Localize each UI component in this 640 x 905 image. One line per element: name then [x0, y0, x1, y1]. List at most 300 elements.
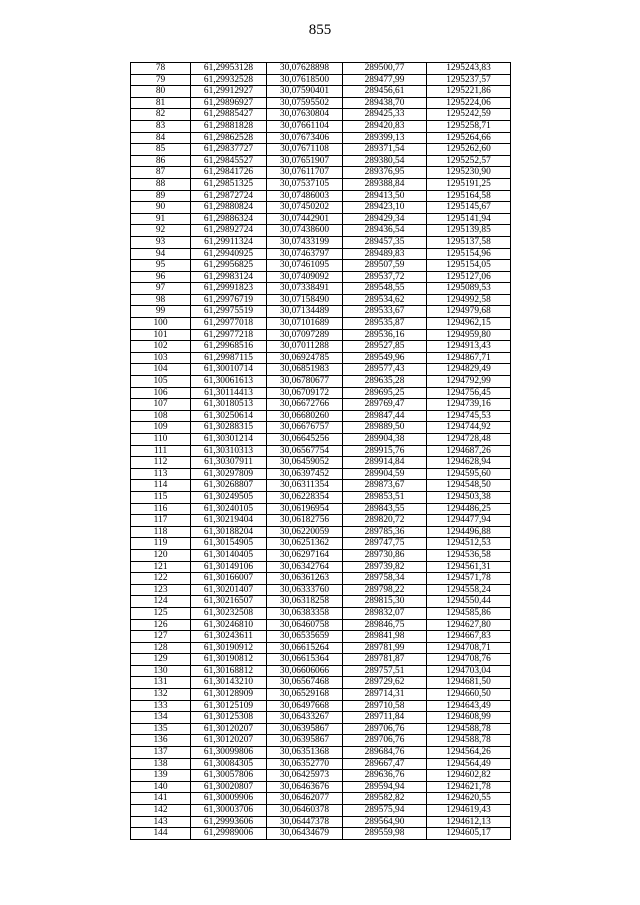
table-row: [131, 723, 511, 735]
x-coordinate-cell: 289747,75: [343, 538, 427, 550]
y-coordinate-cell: 1294792,99: [427, 376, 511, 388]
point-number-cell: 88: [131, 178, 191, 190]
point-number-cell: 131: [131, 677, 191, 689]
table-row: [131, 422, 511, 434]
point-number-cell: 84: [131, 132, 191, 144]
longitude-cell: 30,06567468: [267, 677, 343, 689]
point-number-cell: 130: [131, 665, 191, 677]
point-number-cell: 95: [131, 260, 191, 272]
x-coordinate-cell: 289841,98: [343, 631, 427, 643]
x-coordinate-cell: 289904,38: [343, 434, 427, 446]
point-number-cell: 137: [131, 747, 191, 759]
y-coordinate-cell: 1294643,49: [427, 700, 511, 712]
y-coordinate-cell: 1295224,06: [427, 97, 511, 109]
longitude-cell: 30,06676757: [267, 422, 343, 434]
latitude-cell: 61,30154905: [191, 538, 267, 550]
longitude-cell: 30,06645256: [267, 434, 343, 446]
latitude-cell: 61,30297809: [191, 468, 267, 480]
point-number-cell: 109: [131, 422, 191, 434]
y-coordinate-cell: 1294512,53: [427, 538, 511, 550]
latitude-cell: 61,29977018: [191, 318, 267, 330]
point-number-cell: 127: [131, 631, 191, 643]
latitude-cell: 61,30084305: [191, 758, 267, 770]
x-coordinate-cell: 289594,94: [343, 781, 427, 793]
point-number-cell: 90: [131, 202, 191, 214]
point-number-cell: 120: [131, 549, 191, 561]
y-coordinate-cell: 1294708,71: [427, 642, 511, 654]
x-coordinate-cell: 289846,75: [343, 619, 427, 631]
x-coordinate-cell: 289873,67: [343, 480, 427, 492]
latitude-cell: 61,30216507: [191, 596, 267, 608]
x-coordinate-cell: 289781,99: [343, 642, 427, 654]
latitude-cell: 61,30003706: [191, 805, 267, 817]
table-row: [131, 109, 511, 121]
table-row: [131, 329, 511, 341]
point-number-cell: 108: [131, 410, 191, 422]
y-coordinate-cell: 1294756,45: [427, 387, 511, 399]
x-coordinate-cell: 289730,86: [343, 549, 427, 561]
longitude-cell: 30,06615364: [267, 654, 343, 666]
point-number-cell: 117: [131, 515, 191, 527]
table-row: [131, 399, 511, 411]
point-number-cell: 104: [131, 364, 191, 376]
latitude-cell: 61,30240105: [191, 503, 267, 515]
latitude-cell: 61,30310313: [191, 445, 267, 457]
longitude-cell: 30,06425973: [267, 770, 343, 782]
longitude-cell: 30,06615264: [267, 642, 343, 654]
longitude-cell: 30,06924785: [267, 352, 343, 364]
point-number-cell: 105: [131, 376, 191, 388]
longitude-cell: 30,07097289: [267, 329, 343, 341]
point-number-cell: 112: [131, 457, 191, 469]
point-number-cell: 106: [131, 387, 191, 399]
y-coordinate-cell: 1295154,96: [427, 248, 511, 260]
longitude-cell: 30,07438600: [267, 225, 343, 237]
point-number-cell: 135: [131, 723, 191, 735]
x-coordinate-cell: 289413,50: [343, 190, 427, 202]
latitude-cell: 61,30149106: [191, 561, 267, 573]
table-row: [131, 549, 511, 561]
x-coordinate-cell: 289847,44: [343, 410, 427, 422]
point-number-cell: 114: [131, 480, 191, 492]
y-coordinate-cell: 1294602,82: [427, 770, 511, 782]
longitude-cell: 30,07661104: [267, 120, 343, 132]
table-row: [131, 503, 511, 515]
table-row: [131, 573, 511, 585]
y-coordinate-cell: 1295243,83: [427, 63, 511, 75]
longitude-cell: 30,07158490: [267, 294, 343, 306]
latitude-cell: 61,30009906: [191, 793, 267, 805]
latitude-cell: 61,30125308: [191, 712, 267, 724]
latitude-cell: 61,30307911: [191, 457, 267, 469]
latitude-cell: 61,29892724: [191, 225, 267, 237]
latitude-cell: 61,29983124: [191, 271, 267, 283]
y-coordinate-cell: 1294548,50: [427, 480, 511, 492]
latitude-cell: 61,29872724: [191, 190, 267, 202]
y-coordinate-cell: 1294959,80: [427, 329, 511, 341]
longitude-cell: 30,06297164: [267, 549, 343, 561]
longitude-cell: 30,06342764: [267, 561, 343, 573]
table-row: [131, 190, 511, 202]
point-number-cell: 133: [131, 700, 191, 712]
x-coordinate-cell: 289889,50: [343, 422, 427, 434]
point-number-cell: 125: [131, 607, 191, 619]
latitude-cell: 61,30243611: [191, 631, 267, 643]
latitude-cell: 61,29885427: [191, 109, 267, 121]
y-coordinate-cell: 1295237,57: [427, 74, 511, 86]
point-number-cell: 119: [131, 538, 191, 550]
y-coordinate-cell: 1294703,04: [427, 665, 511, 677]
table-row: [131, 260, 511, 272]
x-coordinate-cell: 289527,85: [343, 341, 427, 353]
longitude-cell: 30,06529168: [267, 689, 343, 701]
latitude-cell: 61,29991823: [191, 283, 267, 295]
table-row: [131, 132, 511, 144]
x-coordinate-cell: 289815,30: [343, 596, 427, 608]
latitude-cell: 61,30168812: [191, 665, 267, 677]
latitude-cell: 61,30114413: [191, 387, 267, 399]
point-number-cell: 124: [131, 596, 191, 608]
longitude-cell: 30,06462077: [267, 793, 343, 805]
y-coordinate-cell: 1294913,43: [427, 341, 511, 353]
x-coordinate-cell: 289548,55: [343, 283, 427, 295]
y-coordinate-cell: 1294588,78: [427, 723, 511, 735]
longitude-cell: 30,07590401: [267, 86, 343, 98]
longitude-cell: 30,06182756: [267, 515, 343, 527]
point-number-cell: 81: [131, 97, 191, 109]
latitude-cell: 61,30120207: [191, 735, 267, 747]
coordinates-table: [130, 62, 511, 840]
table-row: [131, 677, 511, 689]
longitude-cell: 30,06311354: [267, 480, 343, 492]
y-coordinate-cell: 1294588,78: [427, 735, 511, 747]
table-row: [131, 283, 511, 295]
longitude-cell: 30,07673406: [267, 132, 343, 144]
y-coordinate-cell: 1294561,31: [427, 561, 511, 573]
longitude-cell: 30,06709172: [267, 387, 343, 399]
latitude-cell: 61,30166007: [191, 573, 267, 585]
latitude-cell: 61,30249505: [191, 491, 267, 503]
latitude-cell: 61,29881828: [191, 120, 267, 132]
table-row: [131, 341, 511, 353]
longitude-cell: 30,06535659: [267, 631, 343, 643]
table-row: [131, 793, 511, 805]
longitude-cell: 30,06567754: [267, 445, 343, 457]
point-number-cell: 132: [131, 689, 191, 701]
point-number-cell: 118: [131, 526, 191, 538]
x-coordinate-cell: 289706,76: [343, 723, 427, 735]
x-coordinate-cell: 289477,99: [343, 74, 427, 86]
x-coordinate-cell: 289769,47: [343, 399, 427, 411]
point-number-cell: 141: [131, 793, 191, 805]
y-coordinate-cell: 1294667,83: [427, 631, 511, 643]
table-row: [131, 584, 511, 596]
longitude-cell: 30,06383358: [267, 607, 343, 619]
x-coordinate-cell: 289436,54: [343, 225, 427, 237]
x-coordinate-cell: 289425,33: [343, 109, 427, 121]
point-number-cell: 102: [131, 341, 191, 353]
x-coordinate-cell: 289636,76: [343, 770, 427, 782]
point-number-cell: 111: [131, 445, 191, 457]
longitude-cell: 30,07651907: [267, 155, 343, 167]
table-row: [131, 480, 511, 492]
longitude-cell: 30,07611707: [267, 167, 343, 179]
table-row: [131, 318, 511, 330]
table-row: [131, 828, 511, 840]
x-coordinate-cell: 289423,10: [343, 202, 427, 214]
table-row: [131, 816, 511, 828]
table-row: [131, 515, 511, 527]
y-coordinate-cell: 1295145,67: [427, 202, 511, 214]
coordinates-table-body: [131, 63, 511, 840]
point-number-cell: 144: [131, 828, 191, 840]
x-coordinate-cell: 289536,16: [343, 329, 427, 341]
y-coordinate-cell: 1294612,13: [427, 816, 511, 828]
longitude-cell: 30,06780677: [267, 376, 343, 388]
table-row: [131, 631, 511, 643]
y-coordinate-cell: 1294564,49: [427, 758, 511, 770]
y-coordinate-cell: 1295137,58: [427, 236, 511, 248]
longitude-cell: 30,06672766: [267, 399, 343, 411]
point-number-cell: 134: [131, 712, 191, 724]
x-coordinate-cell: 289710,58: [343, 700, 427, 712]
table-row: [131, 689, 511, 701]
table-row: [131, 364, 511, 376]
x-coordinate-cell: 289420,83: [343, 120, 427, 132]
point-number-cell: 122: [131, 573, 191, 585]
point-number-cell: 121: [131, 561, 191, 573]
y-coordinate-cell: 1294608,99: [427, 712, 511, 724]
point-number-cell: 139: [131, 770, 191, 782]
x-coordinate-cell: 289399,13: [343, 132, 427, 144]
table-row: [131, 306, 511, 318]
latitude-cell: 61,29911324: [191, 236, 267, 248]
longitude-cell: 30,06447378: [267, 816, 343, 828]
latitude-cell: 61,30301214: [191, 434, 267, 446]
x-coordinate-cell: 289684,76: [343, 747, 427, 759]
x-coordinate-cell: 289559,98: [343, 828, 427, 840]
latitude-cell: 61,29932528: [191, 74, 267, 86]
x-coordinate-cell: 289739,82: [343, 561, 427, 573]
latitude-cell: 61,29940925: [191, 248, 267, 260]
x-coordinate-cell: 289371,54: [343, 144, 427, 156]
x-coordinate-cell: 289577,43: [343, 364, 427, 376]
table-row: [131, 654, 511, 666]
longitude-cell: 30,07537105: [267, 178, 343, 190]
point-number-cell: 143: [131, 816, 191, 828]
x-coordinate-cell: 289534,62: [343, 294, 427, 306]
latitude-cell: 61,30268807: [191, 480, 267, 492]
y-coordinate-cell: 1294585,86: [427, 607, 511, 619]
y-coordinate-cell: 1295089,53: [427, 283, 511, 295]
y-coordinate-cell: 1294477,94: [427, 515, 511, 527]
page-number: 855: [308, 22, 332, 38]
x-coordinate-cell: 289729,62: [343, 677, 427, 689]
y-coordinate-cell: 1294979,68: [427, 306, 511, 318]
x-coordinate-cell: 289914,84: [343, 457, 427, 469]
x-coordinate-cell: 289429,34: [343, 213, 427, 225]
y-coordinate-cell: 1295262,60: [427, 144, 511, 156]
point-number-cell: 94: [131, 248, 191, 260]
longitude-cell: 30,06352770: [267, 758, 343, 770]
y-coordinate-cell: 1294605,17: [427, 828, 511, 840]
table-row: [131, 63, 511, 75]
longitude-cell: 30,07628898: [267, 63, 343, 75]
longitude-cell: 30,06433267: [267, 712, 343, 724]
point-number-cell: 89: [131, 190, 191, 202]
latitude-cell: 61,30128909: [191, 689, 267, 701]
latitude-cell: 61,29968516: [191, 341, 267, 353]
latitude-cell: 61,30201407: [191, 584, 267, 596]
x-coordinate-cell: 289915,76: [343, 445, 427, 457]
x-coordinate-cell: 289820,72: [343, 515, 427, 527]
table-row: [131, 271, 511, 283]
y-coordinate-cell: 1295221,86: [427, 86, 511, 98]
table-row: [131, 457, 511, 469]
x-coordinate-cell: 289711,84: [343, 712, 427, 724]
longitude-cell: 30,07338491: [267, 283, 343, 295]
longitude-cell: 30,06196954: [267, 503, 343, 515]
point-number-cell: 100: [131, 318, 191, 330]
y-coordinate-cell: 1294708,76: [427, 654, 511, 666]
latitude-cell: 61,29975519: [191, 306, 267, 318]
table-row: [131, 155, 511, 167]
x-coordinate-cell: 289489,83: [343, 248, 427, 260]
x-coordinate-cell: 289706,76: [343, 735, 427, 747]
x-coordinate-cell: 289380,54: [343, 155, 427, 167]
table-row: [131, 387, 511, 399]
latitude-cell: 61,29987115: [191, 352, 267, 364]
table-row: [131, 445, 511, 457]
table-row: [131, 596, 511, 608]
latitude-cell: 61,29851325: [191, 178, 267, 190]
x-coordinate-cell: 289388,84: [343, 178, 427, 190]
longitude-cell: 30,07442901: [267, 213, 343, 225]
point-number-cell: 103: [131, 352, 191, 364]
y-coordinate-cell: 1294745,53: [427, 410, 511, 422]
point-number-cell: 91: [131, 213, 191, 225]
y-coordinate-cell: 1295242,59: [427, 109, 511, 121]
latitude-cell: 61,30061613: [191, 376, 267, 388]
latitude-cell: 61,29886324: [191, 213, 267, 225]
point-number-cell: 98: [131, 294, 191, 306]
latitude-cell: 61,29880824: [191, 202, 267, 214]
point-number-cell: 97: [131, 283, 191, 295]
table-row: [131, 213, 511, 225]
x-coordinate-cell: 289575,94: [343, 805, 427, 817]
x-coordinate-cell: 289667,47: [343, 758, 427, 770]
point-number-cell: 92: [131, 225, 191, 237]
latitude-cell: 61,30140405: [191, 549, 267, 561]
latitude-cell: 61,30190812: [191, 654, 267, 666]
x-coordinate-cell: 289507,59: [343, 260, 427, 272]
longitude-cell: 30,07134489: [267, 306, 343, 318]
y-coordinate-cell: 1294621,78: [427, 781, 511, 793]
longitude-cell: 30,06459052: [267, 457, 343, 469]
point-number-cell: 85: [131, 144, 191, 156]
latitude-cell: 61,29845527: [191, 155, 267, 167]
point-number-cell: 96: [131, 271, 191, 283]
longitude-cell: 30,06606066: [267, 665, 343, 677]
table-row: [131, 700, 511, 712]
latitude-cell: 61,30010714: [191, 364, 267, 376]
latitude-cell: 61,29976719: [191, 294, 267, 306]
y-coordinate-cell: 1294536,58: [427, 549, 511, 561]
x-coordinate-cell: 289853,51: [343, 491, 427, 503]
y-coordinate-cell: 1294558,24: [427, 584, 511, 596]
y-coordinate-cell: 1295191,25: [427, 178, 511, 190]
y-coordinate-cell: 1294728,48: [427, 434, 511, 446]
latitude-cell: 61,30288315: [191, 422, 267, 434]
table-row: [131, 410, 511, 422]
latitude-cell: 61,30125109: [191, 700, 267, 712]
point-number-cell: 115: [131, 491, 191, 503]
y-coordinate-cell: 1295139,85: [427, 225, 511, 237]
table-row: [131, 526, 511, 538]
y-coordinate-cell: 1294564,26: [427, 747, 511, 759]
longitude-cell: 30,06460758: [267, 619, 343, 631]
point-number-cell: 113: [131, 468, 191, 480]
y-coordinate-cell: 1294744,92: [427, 422, 511, 434]
latitude-cell: 61,29837727: [191, 144, 267, 156]
x-coordinate-cell: 289537,72: [343, 271, 427, 283]
longitude-cell: 30,07433199: [267, 236, 343, 248]
y-coordinate-cell: 1294628,94: [427, 457, 511, 469]
y-coordinate-cell: 1294739,16: [427, 399, 511, 411]
table-row: [131, 86, 511, 98]
point-number-cell: 78: [131, 63, 191, 75]
latitude-cell: 61,29956825: [191, 260, 267, 272]
longitude-cell: 30,07618500: [267, 74, 343, 86]
x-coordinate-cell: 289904,59: [343, 468, 427, 480]
y-coordinate-cell: 1294620,55: [427, 793, 511, 805]
latitude-cell: 61,29989006: [191, 828, 267, 840]
x-coordinate-cell: 289714,31: [343, 689, 427, 701]
longitude-cell: 30,07450202: [267, 202, 343, 214]
longitude-cell: 30,06497668: [267, 700, 343, 712]
point-number-cell: 99: [131, 306, 191, 318]
latitude-cell: 61,30099806: [191, 747, 267, 759]
y-coordinate-cell: 1294992,58: [427, 294, 511, 306]
table-row: [131, 74, 511, 86]
point-number-cell: 93: [131, 236, 191, 248]
x-coordinate-cell: 289549,96: [343, 352, 427, 364]
point-number-cell: 138: [131, 758, 191, 770]
y-coordinate-cell: 1295252,57: [427, 155, 511, 167]
longitude-cell: 30,06228354: [267, 491, 343, 503]
longitude-cell: 30,07011288: [267, 341, 343, 353]
y-coordinate-cell: 1294660,50: [427, 689, 511, 701]
longitude-cell: 30,06397452: [267, 468, 343, 480]
longitude-cell: 30,06220059: [267, 526, 343, 538]
longitude-cell: 30,06460378: [267, 805, 343, 817]
latitude-cell: 61,29896927: [191, 97, 267, 109]
x-coordinate-cell: 289500,77: [343, 63, 427, 75]
point-number-cell: 110: [131, 434, 191, 446]
point-number-cell: 128: [131, 642, 191, 654]
x-coordinate-cell: 289757,51: [343, 665, 427, 677]
longitude-cell: 30,07101689: [267, 318, 343, 330]
table-row: [131, 619, 511, 631]
longitude-cell: 30,06351368: [267, 747, 343, 759]
y-coordinate-cell: 1295141,94: [427, 213, 511, 225]
table-row: [131, 642, 511, 654]
latitude-cell: 61,29912927: [191, 86, 267, 98]
latitude-cell: 61,30143210: [191, 677, 267, 689]
y-coordinate-cell: 1295264,66: [427, 132, 511, 144]
point-number-cell: 142: [131, 805, 191, 817]
x-coordinate-cell: 289376,95: [343, 167, 427, 179]
